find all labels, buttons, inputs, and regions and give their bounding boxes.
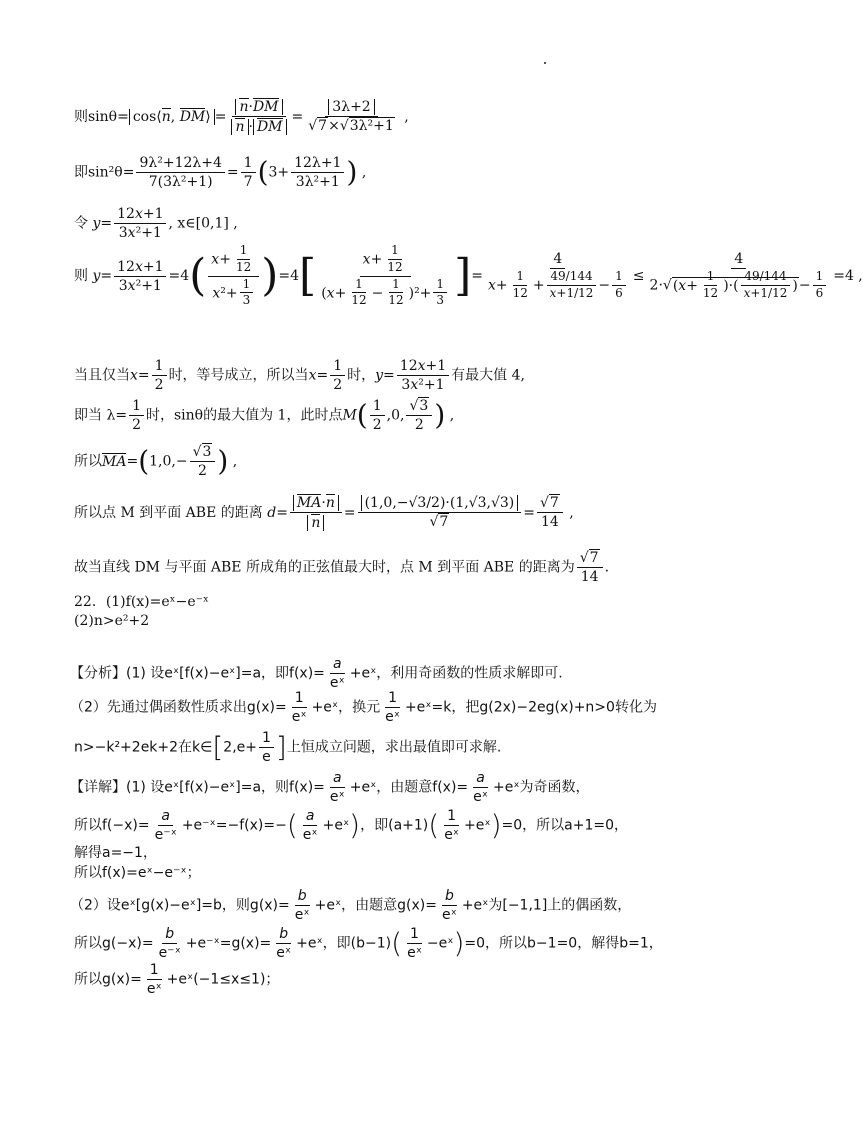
detail-5: （2）设eˣ[g(x)−eˣ]=b，则g(x)= $\frac{b}{\text{eˣ}}$ +eˣ，由题意g(x)= $\frac{b}{\text{eˣ}}$ +eˣ为[−1,1]上的偶函数， [70, 888, 632, 924]
line-distance: 所以点 M 到平面 ABE 的距离 d= $\frac{MA\cdot n}{n}$ = $\frac{(1,0,-√3/2)\cdot(1,√3,√3)}{√7}$ = $\frac{√7}{14}$ , [74, 495, 574, 532]
detail-2: 所以f(−x)= $\frac{a}{\text{e⁻ˣ}}$ +e⁻ˣ=−f(x)=−( $\frac{a}{\text{eˣ}}$ +eˣ)，即(a+1)( $\frac{1}{\text{eˣ}}$ +eˣ)=0，所以a+1=0， [74, 808, 629, 844]
line-sin2-theta: 即sin²θ= $\frac{\text{9λ²+12λ+4}}{\text{7(3λ²+1)}}$ = $\frac{1}{7}$ (3+ $\frac{12\lambda+1}{\text{3λ²+1}}$ ) , [74, 155, 367, 191]
detail-1: 【详解】(1) 设eˣ[f(x)−eˣ]=a，则f(x)= $\frac{a}{\text{eˣ}}$ +eˣ，由题意f(x)= $\frac{a}{\text{eˣ}}$ +eˣ为奇函数， [70, 770, 590, 806]
analysis-2: （2）先通过偶函数性质求出g(x)= $\frac{1}{\text{eˣ}}$ +eˣ，换元 $\frac{1}{\text{eˣ}}$ +eˣ=k，把g(2x)−2eg(x)+n>0转化为 [70, 690, 657, 726]
line-sin-theta: 则sinθ= cos⟨n, DM⟩ = $\frac{n\cdot DM}{n \cdot DM}$ = $\frac{3\lambda+2}{\text{√7×√3λ²+1}}$ , [74, 99, 409, 136]
line-equality: 当且仅当x= $\frac{1}{2}$ 时，等号成立，所以当x= $\frac{1}{2}$ 时，y= $\frac{12x+1}{\text{3x²+1}}$ 有最大值 4, [74, 358, 525, 394]
page-speck [544, 62, 546, 64]
analysis-1: 【分析】(1) 设eˣ[f(x)−eˣ]=a，即f(x)= $\frac{a}{\text{eˣ}}$ +eˣ，利用奇函数的性质求解即可. [70, 656, 563, 692]
detail-7: 所以g(x)= $\frac{1}{\text{eˣ}}$ +eˣ(−1≤x≤1)； [74, 962, 280, 998]
detail-6: 所以g(−x)= $\frac{b}{\text{e⁻ˣ}}$ +e⁻ˣ=g(x)= $\frac{b}{\text{eˣ}}$ +eˣ，即(b−1)( $\frac{1}{\text{eˣ}}$ −eˣ)=0，所以b−1=0，解得b=1， [74, 926, 663, 962]
detail-3: 解得a=−1， [74, 845, 157, 861]
analysis-3: n>−k²+2ek+2在k∈[2,e+ $\frac{1}{e}$ ]上恒成立问题，求出最值即可求解. [74, 730, 502, 766]
line-let-y: 令 y= $\frac{12x+1}{\text{3x²+1}}$ , x∈[0,1] , [74, 206, 238, 242]
answer-22-2: (2)n>e²+2 [74, 613, 150, 629]
line-lambda: 即当 λ= $\frac{1}{2}$ 时，sinθ的最大值为 1，此时点M( $\frac{1}{2}$ ,0, $\frac{√3}{2}$ ) , [74, 398, 455, 434]
detail-4: 所以f(x)=eˣ−e⁻ˣ； [74, 865, 201, 881]
answer-22-1: 22．(1)f(x)=eˣ−e⁻ˣ [74, 594, 209, 610]
line-vector-ma: 所以MA=(1,0,− $\frac{√3}{2}$ ) , [74, 444, 238, 480]
line-conclusion: 故当直线 DM 与平面 ABE 所成角的正弦值最大时，点 M 到平面 ABE 的距离为 $\frac{√7}{14}$ . [74, 550, 610, 586]
line-y-bound: 则 y= $\frac{12x+1}{\text{3x²+1}}$ =4( x+ $\frac{1}{12}$ x²+ $\frac{1}{3}$ )=4[ x+ $\frac{1}{12}$ (x+ $\frac{1}{12}$ − $\frac{1}{12}$ )²+ $\frac{1}{3}$ ]= 4 x+ $\frac{1}{12}$ + $\frac{49/144}{x+1/12}$ − $\frac{1}{6}$ ≤ 4 2·√(x+ $\frac{1}{12}$ )·( $\frac{49/144}{x+1/12}$ )− $\frac{1}{6}$ =4 , [74, 243, 863, 308]
